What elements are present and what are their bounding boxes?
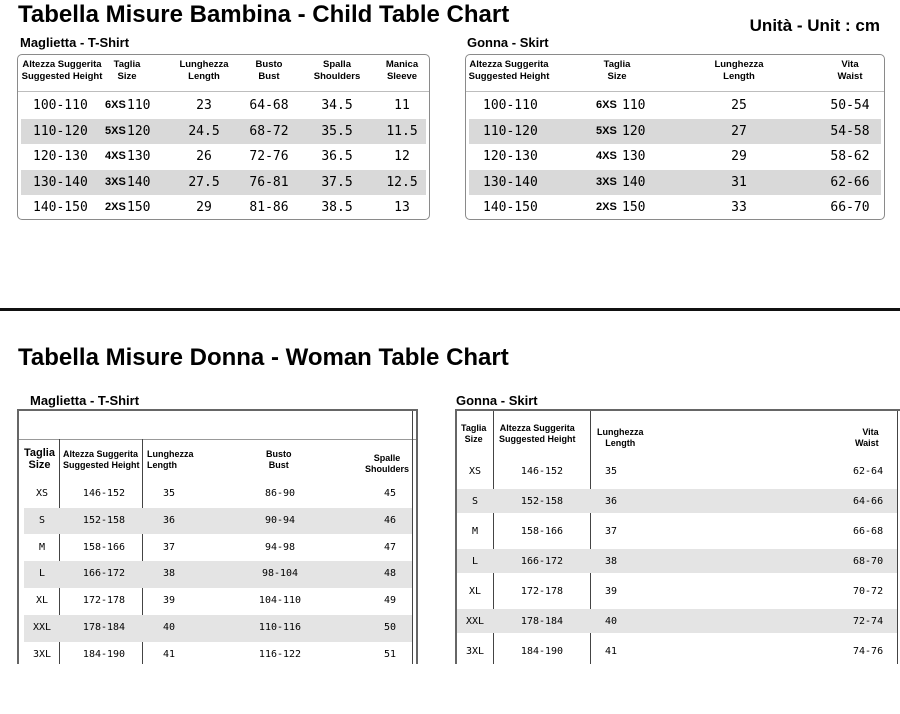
size-cell: 140: [127, 174, 151, 190]
woman-tshirt-table: [17, 409, 418, 664]
column-divider: [412, 411, 413, 664]
table-row: [457, 609, 897, 633]
size-cell: S: [38, 514, 46, 526]
height-cell: 146-152: [520, 466, 564, 477]
bust-cell: 98-104: [261, 568, 299, 580]
length-cell: 29: [731, 149, 747, 164]
sleeve-cell: 13: [394, 200, 410, 215]
shoulders-cell: 46: [383, 514, 397, 526]
header-size: Taglia Size: [113, 59, 141, 82]
child-chart-title: Tabella Misure Bambina - Child Table Chart: [18, 1, 510, 28]
table-row: [24, 481, 412, 508]
woman-tshirt-label: Maglietta - T-Shirt: [30, 393, 140, 408]
header-bust: Busto Bust: [266, 449, 292, 470]
height-cell: 152-158: [520, 496, 564, 507]
length-cell: 25: [731, 98, 747, 113]
shoulders-cell: 38.5: [321, 200, 353, 215]
length-cell: 36: [163, 514, 176, 526]
length-cell: 33: [731, 200, 747, 215]
waist-cell: 68-70: [853, 556, 884, 567]
size-cell: 150: [622, 200, 646, 215]
size-cell: S: [471, 496, 479, 507]
length-cell: 37: [163, 541, 176, 553]
waist-cell: 58-62: [830, 149, 870, 164]
waist-cell: 74-76: [853, 646, 884, 657]
table-row: [469, 119, 881, 144]
size-label-cell: 6XS: [596, 99, 617, 111]
child-skirt-table: [465, 54, 885, 220]
length-cell: 40: [605, 616, 618, 627]
length-cell: 36: [605, 496, 618, 507]
table-row: [24, 561, 412, 588]
table-row: [457, 579, 897, 603]
height-cell: 152-158: [82, 514, 126, 526]
height-cell: 184-190: [520, 646, 564, 657]
height-cell: 120-130: [483, 149, 538, 164]
woman-skirt-table: [455, 409, 900, 664]
length-cell: 39: [605, 586, 618, 597]
unit-label: Unità - Unit : cm: [749, 16, 880, 35]
length-cell: 38: [163, 568, 176, 580]
shoulders-cell: 47: [383, 541, 397, 553]
table-row: [457, 519, 897, 543]
table-row: [21, 195, 426, 220]
table-row: [24, 508, 412, 535]
bust-cell: 68-72: [249, 123, 289, 139]
shoulders-cell: 50: [383, 622, 397, 633]
table-row: [457, 639, 897, 663]
height-cell: 120-130: [33, 149, 88, 164]
header-length: Lunghezza Length: [147, 449, 194, 470]
shoulders-cell: 51: [383, 648, 397, 660]
header-bust: Busto Bust: [255, 59, 283, 82]
height-cell: 140-150: [483, 200, 538, 215]
length-cell: 31: [731, 174, 747, 190]
header-waist: Vita Waist: [855, 427, 879, 448]
header-height: Altezza Suggerita Suggested Height: [21, 59, 103, 82]
height-cell: 100-110: [33, 98, 88, 113]
length-cell: 24.5: [188, 123, 220, 139]
sleeve-cell: 11: [394, 98, 410, 113]
size-cell: 120: [622, 123, 646, 139]
size-label-cell: 3XS: [596, 175, 617, 188]
height-cell: 184-190: [82, 648, 126, 660]
waist-cell: 62-64: [853, 466, 884, 477]
header-waist: Vita Waist: [837, 59, 863, 82]
table-row: [469, 170, 881, 195]
size-cell: XXL: [465, 616, 485, 627]
header-size: Taglia Size: [603, 59, 631, 82]
length-cell: 38: [605, 556, 618, 567]
table-row: [24, 615, 412, 642]
height-cell: 100-110: [483, 98, 538, 113]
child-tshirt-table: [17, 54, 430, 220]
height-cell: 178-184: [82, 622, 126, 633]
bust-cell: 86-90: [264, 488, 296, 499]
table-row: [469, 144, 881, 169]
height-cell: 130-140: [33, 174, 88, 190]
size-cell: M: [38, 541, 46, 553]
shoulders-cell: 37.5: [321, 174, 353, 190]
bust-cell: 90-94: [264, 514, 296, 526]
header-height: Altezza Suggerita Suggested Height: [499, 423, 576, 444]
length-cell: 26: [196, 149, 212, 164]
section-divider: [0, 308, 900, 311]
size-label-cell: 6XS: [105, 99, 126, 111]
length-cell: 35: [163, 488, 176, 499]
waist-cell: 66-70: [830, 200, 870, 215]
length-cell: 37: [605, 526, 618, 537]
length-cell: 29: [196, 200, 212, 215]
header-size: Taglia Size: [461, 423, 487, 444]
size-label-cell: 2XS: [105, 201, 126, 213]
size-cell: XS: [35, 488, 49, 499]
size-cell: 120: [127, 123, 151, 139]
height-cell: 158-166: [82, 541, 126, 553]
bust-cell: 94-98: [264, 541, 296, 553]
length-cell: 41: [163, 648, 176, 660]
waist-cell: 54-58: [830, 123, 870, 139]
table-row: [457, 549, 897, 573]
table-row: [21, 119, 426, 144]
size-cell: 3XL: [32, 648, 52, 660]
header-rule: [19, 439, 416, 440]
header-size: Taglia Size: [24, 447, 55, 471]
table-row: [24, 588, 412, 615]
length-cell: 41: [605, 646, 618, 657]
waist-cell: 62-66: [830, 174, 870, 190]
child-skirt-label: Gonna - Skirt: [467, 35, 549, 50]
table-header: [466, 55, 884, 92]
bust-cell: 64-68: [249, 98, 289, 113]
sleeve-cell: 12.5: [386, 174, 418, 190]
size-label-cell: 4XS: [105, 150, 126, 162]
size-label-cell: 4XS: [596, 150, 617, 162]
header-sleeve: Manica Sleeve: [385, 59, 419, 82]
shoulders-cell: 45: [383, 488, 397, 499]
size-cell: L: [38, 568, 46, 580]
size-cell: XXL: [32, 622, 52, 633]
length-cell: 40: [163, 622, 176, 633]
table-row: [21, 170, 426, 195]
height-cell: 172-178: [82, 595, 126, 607]
size-cell: 110: [622, 98, 646, 113]
waist-cell: 50-54: [830, 98, 870, 113]
bust-cell: 81-86: [249, 200, 289, 215]
size-label-cell: 5XS: [596, 124, 617, 137]
table-row: [24, 642, 412, 669]
size-cell: XL: [35, 595, 49, 607]
header-length: Lunghezza Length: [714, 59, 764, 82]
bust-cell: 110-116: [258, 622, 302, 633]
length-cell: 39: [163, 595, 176, 607]
size-cell: L: [471, 556, 479, 567]
height-cell: 110-120: [483, 123, 538, 139]
waist-cell: 66-68: [853, 526, 884, 537]
bust-cell: 116-122: [258, 648, 302, 660]
size-label-cell: 2XS: [596, 201, 617, 213]
height-cell: 166-172: [520, 556, 564, 567]
size-cell: 110: [127, 98, 151, 113]
table-row: [24, 535, 412, 562]
height-cell: 178-184: [520, 616, 564, 627]
woman-skirt-label: Gonna - Skirt: [456, 393, 538, 408]
shoulders-cell: 34.5: [321, 98, 353, 113]
shoulders-cell: 35.5: [321, 123, 353, 139]
size-cell: 3XL: [465, 646, 485, 657]
bust-cell: 72-76: [249, 149, 289, 164]
sleeve-cell: 11.5: [386, 123, 418, 139]
height-cell: 172-178: [520, 586, 564, 597]
waist-cell: 72-74: [853, 616, 884, 627]
height-cell: 110-120: [33, 123, 88, 139]
size-cell: M: [471, 526, 479, 537]
header-height: Altezza Suggerita Suggested Height: [468, 59, 550, 82]
height-cell: 146-152: [82, 488, 126, 499]
header-length: Lunghezza Length: [597, 427, 644, 448]
size-cell: 140: [622, 174, 646, 190]
table-row: [469, 93, 881, 118]
header-height: Altezza Suggerita Suggested Height: [63, 449, 140, 470]
table-header: [18, 55, 429, 92]
size-cell: 130: [127, 149, 151, 164]
height-cell: 158-166: [520, 526, 564, 537]
height-cell: 140-150: [33, 200, 88, 215]
bust-cell: 76-81: [249, 174, 289, 190]
size-cell: XS: [468, 466, 482, 477]
table-row: [21, 144, 426, 169]
size-cell: 150: [127, 200, 151, 215]
size-label-cell: 5XS: [105, 124, 126, 137]
length-cell: 27: [731, 123, 747, 139]
column-divider: [897, 411, 898, 664]
header-length: Lunghezza Length: [179, 59, 229, 82]
header-shoulders: Spalle Shoulders: [365, 453, 410, 474]
size-cell: XL: [468, 586, 482, 597]
length-cell: 23: [196, 98, 212, 113]
shoulders-cell: 36.5: [321, 149, 353, 164]
waist-cell: 64-66: [853, 496, 884, 507]
size-cell: 130: [622, 149, 646, 164]
waist-cell: 70-72: [853, 586, 884, 597]
height-cell: 166-172: [82, 568, 126, 580]
woman-chart-title: Tabella Misure Donna - Woman Table Chart: [18, 344, 509, 371]
length-cell: 27.5: [188, 174, 220, 190]
table-row: [21, 93, 426, 118]
table-row: [469, 195, 881, 220]
table-row: [457, 459, 897, 483]
size-label-cell: 3XS: [105, 175, 126, 188]
bust-cell: 104-110: [258, 595, 302, 607]
length-cell: 35: [605, 466, 618, 477]
sleeve-cell: 12: [394, 149, 410, 164]
header-shoulders: Spalla Shoulders: [313, 59, 361, 82]
height-cell: 130-140: [483, 174, 538, 190]
child-tshirt-label: Maglietta - T-Shirt: [20, 35, 130, 50]
shoulders-cell: 48: [383, 568, 397, 580]
table-row: [457, 489, 897, 513]
shoulders-cell: 49: [383, 595, 397, 607]
